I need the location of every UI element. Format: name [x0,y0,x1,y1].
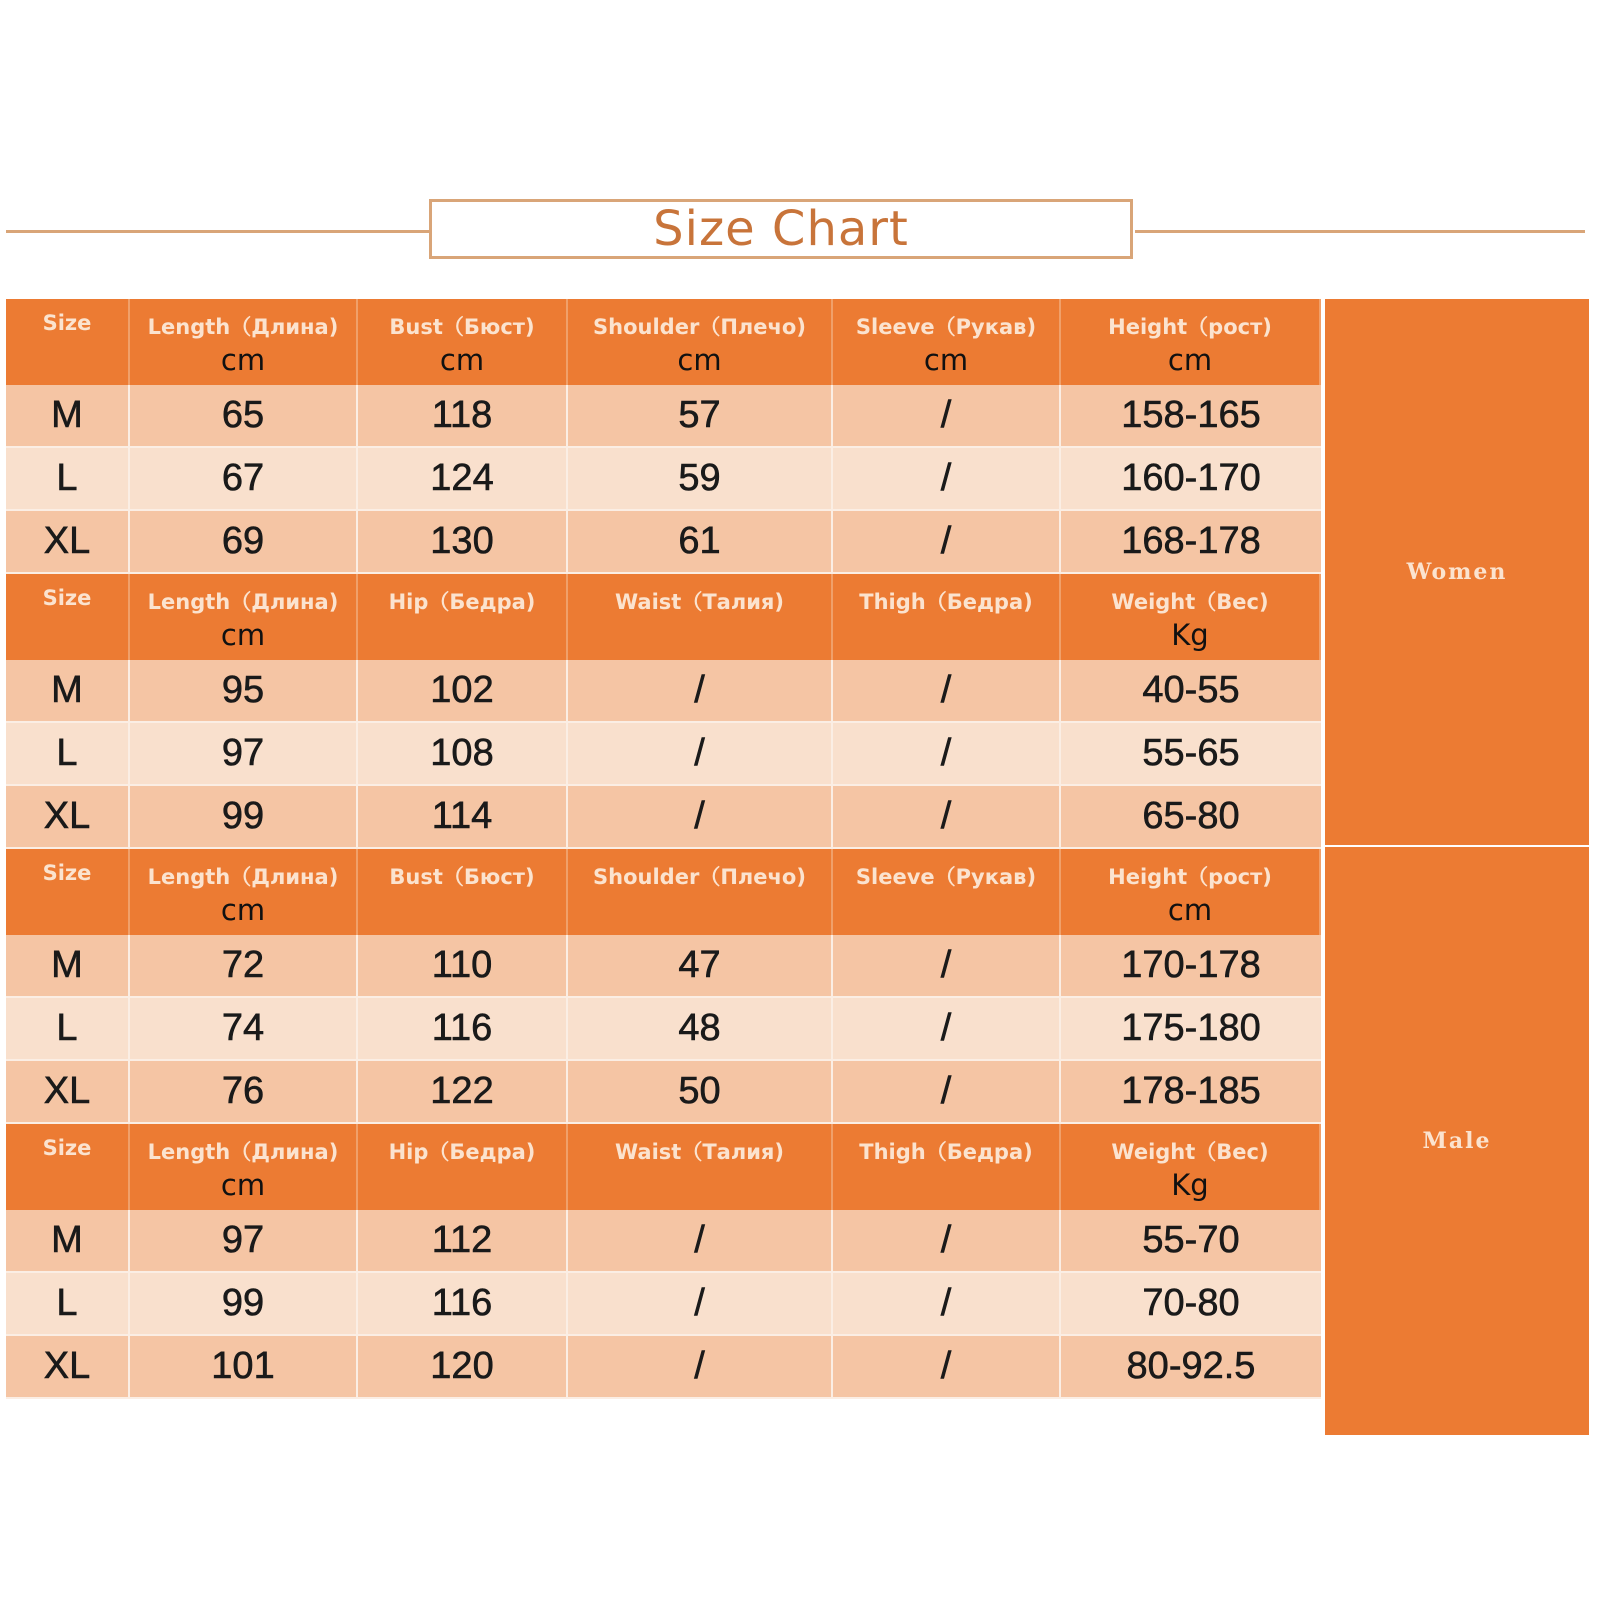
measurement-value: 158-165 [1121,394,1261,436]
table-row [6,385,1321,448]
column-header-unit: cm [923,343,969,377]
header-row [6,299,1321,385]
table-cell [130,723,358,784]
measurement-value: / [940,795,952,837]
size-label: L [56,1007,78,1049]
table-cell [130,786,358,847]
table-cell [130,1336,358,1397]
table-section [6,849,1321,1124]
measurement-value: 124 [430,457,494,499]
measurement-value: 65-80 [1142,795,1240,837]
column-header-label: Bust（Бюст) [389,315,535,339]
header-cell [358,299,568,385]
header-cell [130,1124,358,1210]
header-cell [1061,1124,1321,1210]
size-label: M [51,669,83,711]
table-cell [358,723,568,784]
table-cell [568,998,833,1059]
table-cell [833,1210,1061,1271]
size-chart-grid [6,299,1321,1399]
table-row [6,1210,1321,1273]
measurement-value: 47 [678,944,721,986]
column-header-label: Height（рост) [1108,315,1272,339]
table-cell [358,385,568,446]
header-cell [1061,574,1321,660]
measurement-value: 95 [221,669,265,711]
measurement-value: 61 [678,520,721,562]
column-header-unit: cm [220,1168,266,1202]
header-cell [130,299,358,385]
column-header-unit: cm [220,618,266,652]
column-header-label: Weight（Вес) [1111,590,1269,614]
table-cell [833,998,1061,1059]
group-label-women [1325,299,1589,845]
size-label: L [56,1282,78,1324]
table-cell [6,660,130,721]
page-title: Size Chart [653,201,909,257]
measurement-value: 120 [430,1345,494,1387]
table-cell [568,786,833,847]
header-cell [1061,299,1321,385]
measurement-value: 130 [430,520,494,562]
table-cell [130,385,358,446]
header-cell [358,849,568,935]
column-header-label: Sleeve（Рукав) [855,865,1037,889]
measurement-value: 116 [431,1282,493,1324]
table-cell [130,998,358,1059]
column-header-unit: cm [220,343,266,377]
measurement-value: 175-180 [1121,1007,1261,1049]
measurement-value: 112 [431,1219,493,1261]
header-row [6,849,1321,935]
measurement-value: / [694,1282,705,1324]
header-cell [358,1124,568,1210]
column-header-unit: cm [439,343,485,377]
column-header-label: Length（Длина) [147,1140,339,1164]
size-label: XL [43,1345,91,1387]
measurement-value: / [940,944,952,986]
measurement-value: 97 [221,732,265,774]
table-cell [130,511,358,572]
header-cell [568,1124,833,1210]
header-cell [6,1124,130,1210]
column-header-label: Hip（Бедра) [388,590,536,614]
table-cell [358,448,568,509]
measurement-value: 101 [211,1345,275,1387]
table-cell [6,998,130,1059]
size-label: L [56,732,78,774]
measurement-value: 55-65 [1142,732,1240,774]
size-label: XL [43,795,91,837]
table-row [6,1273,1321,1336]
column-header-label: Hip（Бедра) [388,1140,536,1164]
table-cell [833,935,1061,996]
column-header-label: Thigh（Бедра) [859,590,1033,614]
column-header-unit: cm [1167,343,1213,377]
measurement-value: / [940,394,952,436]
table-cell [833,1336,1061,1397]
table-cell [568,660,833,721]
table-cell [1061,448,1321,509]
table-cell [1061,786,1321,847]
measurement-value: 170-178 [1121,944,1261,986]
size-label: L [56,457,78,499]
header-row [6,574,1321,660]
measurement-value: / [694,795,705,837]
table-cell [568,723,833,784]
column-header-label: Length（Длина) [147,315,339,339]
table-cell [833,385,1061,446]
measurement-value: 57 [678,394,721,436]
table-cell [358,1273,568,1334]
measurement-value: 74 [221,1007,265,1049]
table-row [6,1061,1321,1124]
table-cell [568,511,833,572]
column-header-label: Length（Длина) [147,590,339,614]
measurement-value: / [940,732,952,774]
table-cell [568,448,833,509]
column-header-label: Shoulder（Плечо) [593,865,806,889]
column-header-unit: cm [1167,893,1213,927]
table-cell [833,786,1061,847]
measurement-value: / [940,1282,952,1324]
table-cell [568,1061,833,1122]
title-box [429,199,1133,259]
table-cell [130,1210,358,1271]
table-cell [568,1210,833,1271]
table-row [6,448,1321,511]
table-section [6,574,1321,849]
measurement-value: 160-170 [1121,457,1261,499]
header-cell [130,574,358,660]
measurement-value: / [694,732,705,774]
header-cell [1061,849,1321,935]
measurement-value: / [940,457,952,499]
table-cell [1061,660,1321,721]
measurement-value: 55-70 [1142,1219,1240,1261]
group-label-male [1325,847,1589,1435]
measurement-value: / [940,1070,952,1112]
table-cell [1061,511,1321,572]
measurement-value: 99 [221,1282,265,1324]
table-section [6,299,1321,574]
measurement-value: 114 [431,795,493,837]
measurement-value: 72 [221,944,265,986]
column-header-label: Thigh（Бедра) [859,1140,1033,1164]
table-cell [568,1273,833,1334]
measurement-value: / [940,1007,952,1049]
measurement-value: 99 [221,795,265,837]
measurement-value: 76 [221,1070,265,1112]
column-header-label: Waist（Талия) [615,1140,784,1164]
table-cell [568,385,833,446]
header-cell [568,574,833,660]
table-row [6,1336,1321,1399]
measurement-value: 110 [431,944,493,986]
table-cell [1061,1273,1321,1334]
table-cell [6,1336,130,1397]
measurement-value: 69 [221,520,265,562]
title-divider-right [1135,230,1585,233]
column-header-label: Bust（Бюст) [389,865,535,889]
header-row [6,1124,1321,1210]
column-header-label: Size [42,586,92,610]
table-cell [1061,723,1321,784]
column-header-label: Height（рост) [1108,865,1272,889]
measurement-value: 97 [221,1219,265,1261]
table-cell [1061,935,1321,996]
column-header-unit: cm [220,893,266,927]
column-header-unit: Kg [1171,618,1209,652]
table-cell [358,935,568,996]
measurement-value: 40-55 [1142,669,1240,711]
size-label: XL [43,1070,91,1112]
table-cell [568,935,833,996]
table-cell [833,1061,1061,1122]
table-cell [130,660,358,721]
measurement-value: / [940,1219,952,1261]
measurement-value: / [940,669,952,711]
measurement-value: 65 [221,394,265,436]
table-row [6,786,1321,849]
table-cell [358,1210,568,1271]
table-cell [1061,1210,1321,1271]
table-cell [6,511,130,572]
table-cell [130,935,358,996]
measurement-value: / [940,1345,952,1387]
table-cell [568,1336,833,1397]
header-cell [130,849,358,935]
table-cell [6,1061,130,1122]
measurement-value: 50 [678,1070,721,1112]
table-cell [6,786,130,847]
table-cell [1061,1061,1321,1122]
table-cell [358,511,568,572]
table-cell [130,1061,358,1122]
measurement-value: / [694,1345,705,1387]
size-label: M [51,944,83,986]
table-cell [358,660,568,721]
table-cell [6,1273,130,1334]
measurement-value: / [940,520,952,562]
title-divider-left [6,230,430,233]
header-cell [833,574,1061,660]
measurement-value: / [694,669,705,711]
measurement-value: / [694,1219,705,1261]
table-cell [358,1061,568,1122]
column-header-label: Length（Длина) [147,865,339,889]
table-cell [358,1336,568,1397]
measurement-value: 70-80 [1142,1282,1240,1324]
header-cell [833,1124,1061,1210]
measurement-value: 102 [430,669,494,711]
table-cell [6,723,130,784]
table-cell [358,998,568,1059]
table-cell [833,723,1061,784]
column-header-label: Size [42,1136,92,1160]
measurement-value: 168-178 [1121,520,1261,562]
title-area [0,165,1600,300]
header-cell [833,299,1061,385]
measurement-value: 67 [221,457,265,499]
table-cell [833,1273,1061,1334]
header-cell [358,574,568,660]
header-cell [833,849,1061,935]
column-header-unit: cm [677,343,722,377]
size-label: M [51,1219,83,1261]
measurement-value: 116 [431,1007,493,1049]
table-cell [833,660,1061,721]
table-cell [6,448,130,509]
column-header-label: Size [42,311,92,335]
size-label: XL [43,520,91,562]
table-row [6,723,1321,786]
table-cell [358,786,568,847]
table-section [6,1124,1321,1399]
header-cell [568,849,833,935]
table-cell [130,448,358,509]
measurement-value: 178-185 [1121,1070,1261,1112]
group-label-text: Male [1422,1128,1492,1154]
measurement-value: 108 [430,732,494,774]
column-header-label: Size [42,861,92,885]
table-cell [1061,998,1321,1059]
table-cell [833,448,1061,509]
measurement-value: 122 [430,1070,494,1112]
column-header-label: Weight（Вес) [1111,1140,1269,1164]
header-cell [6,299,130,385]
table-cell [6,935,130,996]
table-row [6,511,1321,574]
measurement-value: 118 [431,394,493,436]
table-cell [6,385,130,446]
table-cell [1061,1336,1321,1397]
column-header-unit: Kg [1171,1168,1209,1202]
measurement-value: 80-92.5 [1126,1345,1256,1387]
header-cell [6,849,130,935]
table-row [6,935,1321,998]
group-label-text: Women [1406,559,1508,585]
table-row [6,660,1321,723]
header-cell [6,574,130,660]
table-cell [833,511,1061,572]
table-row [6,998,1321,1061]
table-cell [130,1273,358,1334]
header-cell [568,299,833,385]
table-cell [1061,385,1321,446]
measurement-value: 48 [678,1007,721,1049]
column-header-label: Waist（Талия) [615,590,784,614]
measurement-value: 59 [678,457,721,499]
size-label: M [51,394,83,436]
table-cell [6,1210,130,1271]
column-header-label: Sleeve（Рукав) [855,315,1037,339]
size-chart-table [6,299,1589,1435]
column-header-label: Shoulder（Плечо) [593,315,806,339]
